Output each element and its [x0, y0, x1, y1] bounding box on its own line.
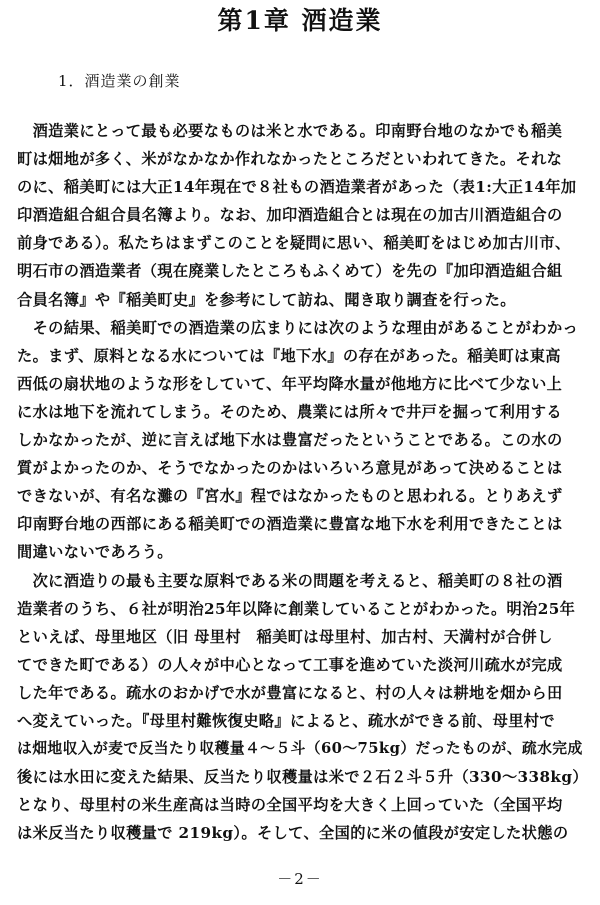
text-line: てできた町である）の人々が中心となって工事を進めていた淡河川疏水が完成 [17, 655, 563, 674]
text-line: 造業者のうち、６社が明治25年以降に創業していることがわかった。明治25年 [17, 599, 576, 618]
page-title: 第1章 酒造業 [217, 6, 383, 35]
body-text [17, 117, 589, 847]
text-line: となり、母里村の米生産高は当時の全国平均を大きく上回っていた（全国平均 [17, 796, 563, 815]
text-line: した年である。疏水のおかげで水が豊富になると、村の人々は耕地を畑から田 [17, 683, 563, 702]
text-line: 西低の扇状地のような形をしていて、年平均降水量が他地方に比べて少ない上 [17, 374, 563, 393]
page-number: －2－ [277, 870, 323, 888]
text-line: 合員名簿』や『稲美町史』を参考にして訪ね、聞き取り調査を行った。 [17, 290, 516, 309]
text-line: のに、稲美町には大正14年現在で８社もの酒造業者があった（表1:大正14年加 [17, 178, 577, 197]
text-line: 後には水田に変えた結果、反当たり収穫量は米で２石２斗５升（330～338kg） [17, 768, 588, 787]
text-line: に水は地下を流れてしまう。そのため、農業には所々で井戸を掘って利用する [17, 402, 562, 421]
text-line: 町は畑地が多く、米がなかなか作れなかったところだといわれてきた。それな [17, 150, 563, 169]
text-line: は畑地収入が麦で反当たり収穫量４～５斗（60～75kg）だったものが、疏水完成 [17, 740, 583, 758]
text-line: 前身である）。私たちはまずこのことを疑問に思い、稲美町をはじめ加古川市、 [17, 234, 571, 253]
text-line: は米反当たり収穫量で 219kg）。そして、全国的に米の値段が安定した状態の [17, 824, 569, 843]
text-line: といえば、母里地区（旧 母里村 稲美町は母里村、加古村、天満村が合併し [17, 627, 553, 646]
text-line: 次に酒造りの最も主要な原料である米の問題を考えると、稲美町の８社の酒 [17, 571, 563, 590]
text-line: 印南野台地の西部にある稲美町での酒造業に豊富な地下水を利用できたことは [17, 515, 563, 534]
text-line: 間違いないであろう。 [17, 543, 173, 562]
text-line: た。まず、原料となる水については『地下水』の存在があった。稲美町は東高 [17, 346, 561, 365]
text-line: へ変えていった。『母里村難恢復史略』によると、疏水ができる前、母里村で [17, 711, 555, 730]
section-heading: 1．酒造業の創業 [58, 72, 181, 90]
text-line: しかなかったが、逆に言えば地下水は豊富だったということである。この水の [17, 431, 563, 450]
text-line: その結果、稲美町での酒造業の広まりには次のような理由があることがわかっ [17, 318, 579, 337]
text-line: 酒造業にとって最も必要なものは米と水である。印南野台地のなかでも稲美 [17, 122, 563, 140]
text-line: 質がよかったのか、そうでなかったのかはいろいろ意見があって決めることは [17, 459, 563, 478]
text-line: 印酒造組合組合員名簿より。なお、加印酒造組合とは現在の加古川酒造組合の [17, 206, 563, 225]
text-line: 明石市の酒造業者（現在廃業したところもふくめて）を先の『加印酒造組合組 [17, 262, 563, 281]
text-line: できないが、有名な灘の『宮水』程ではなかったものと思われる。とりあえず [17, 487, 563, 506]
